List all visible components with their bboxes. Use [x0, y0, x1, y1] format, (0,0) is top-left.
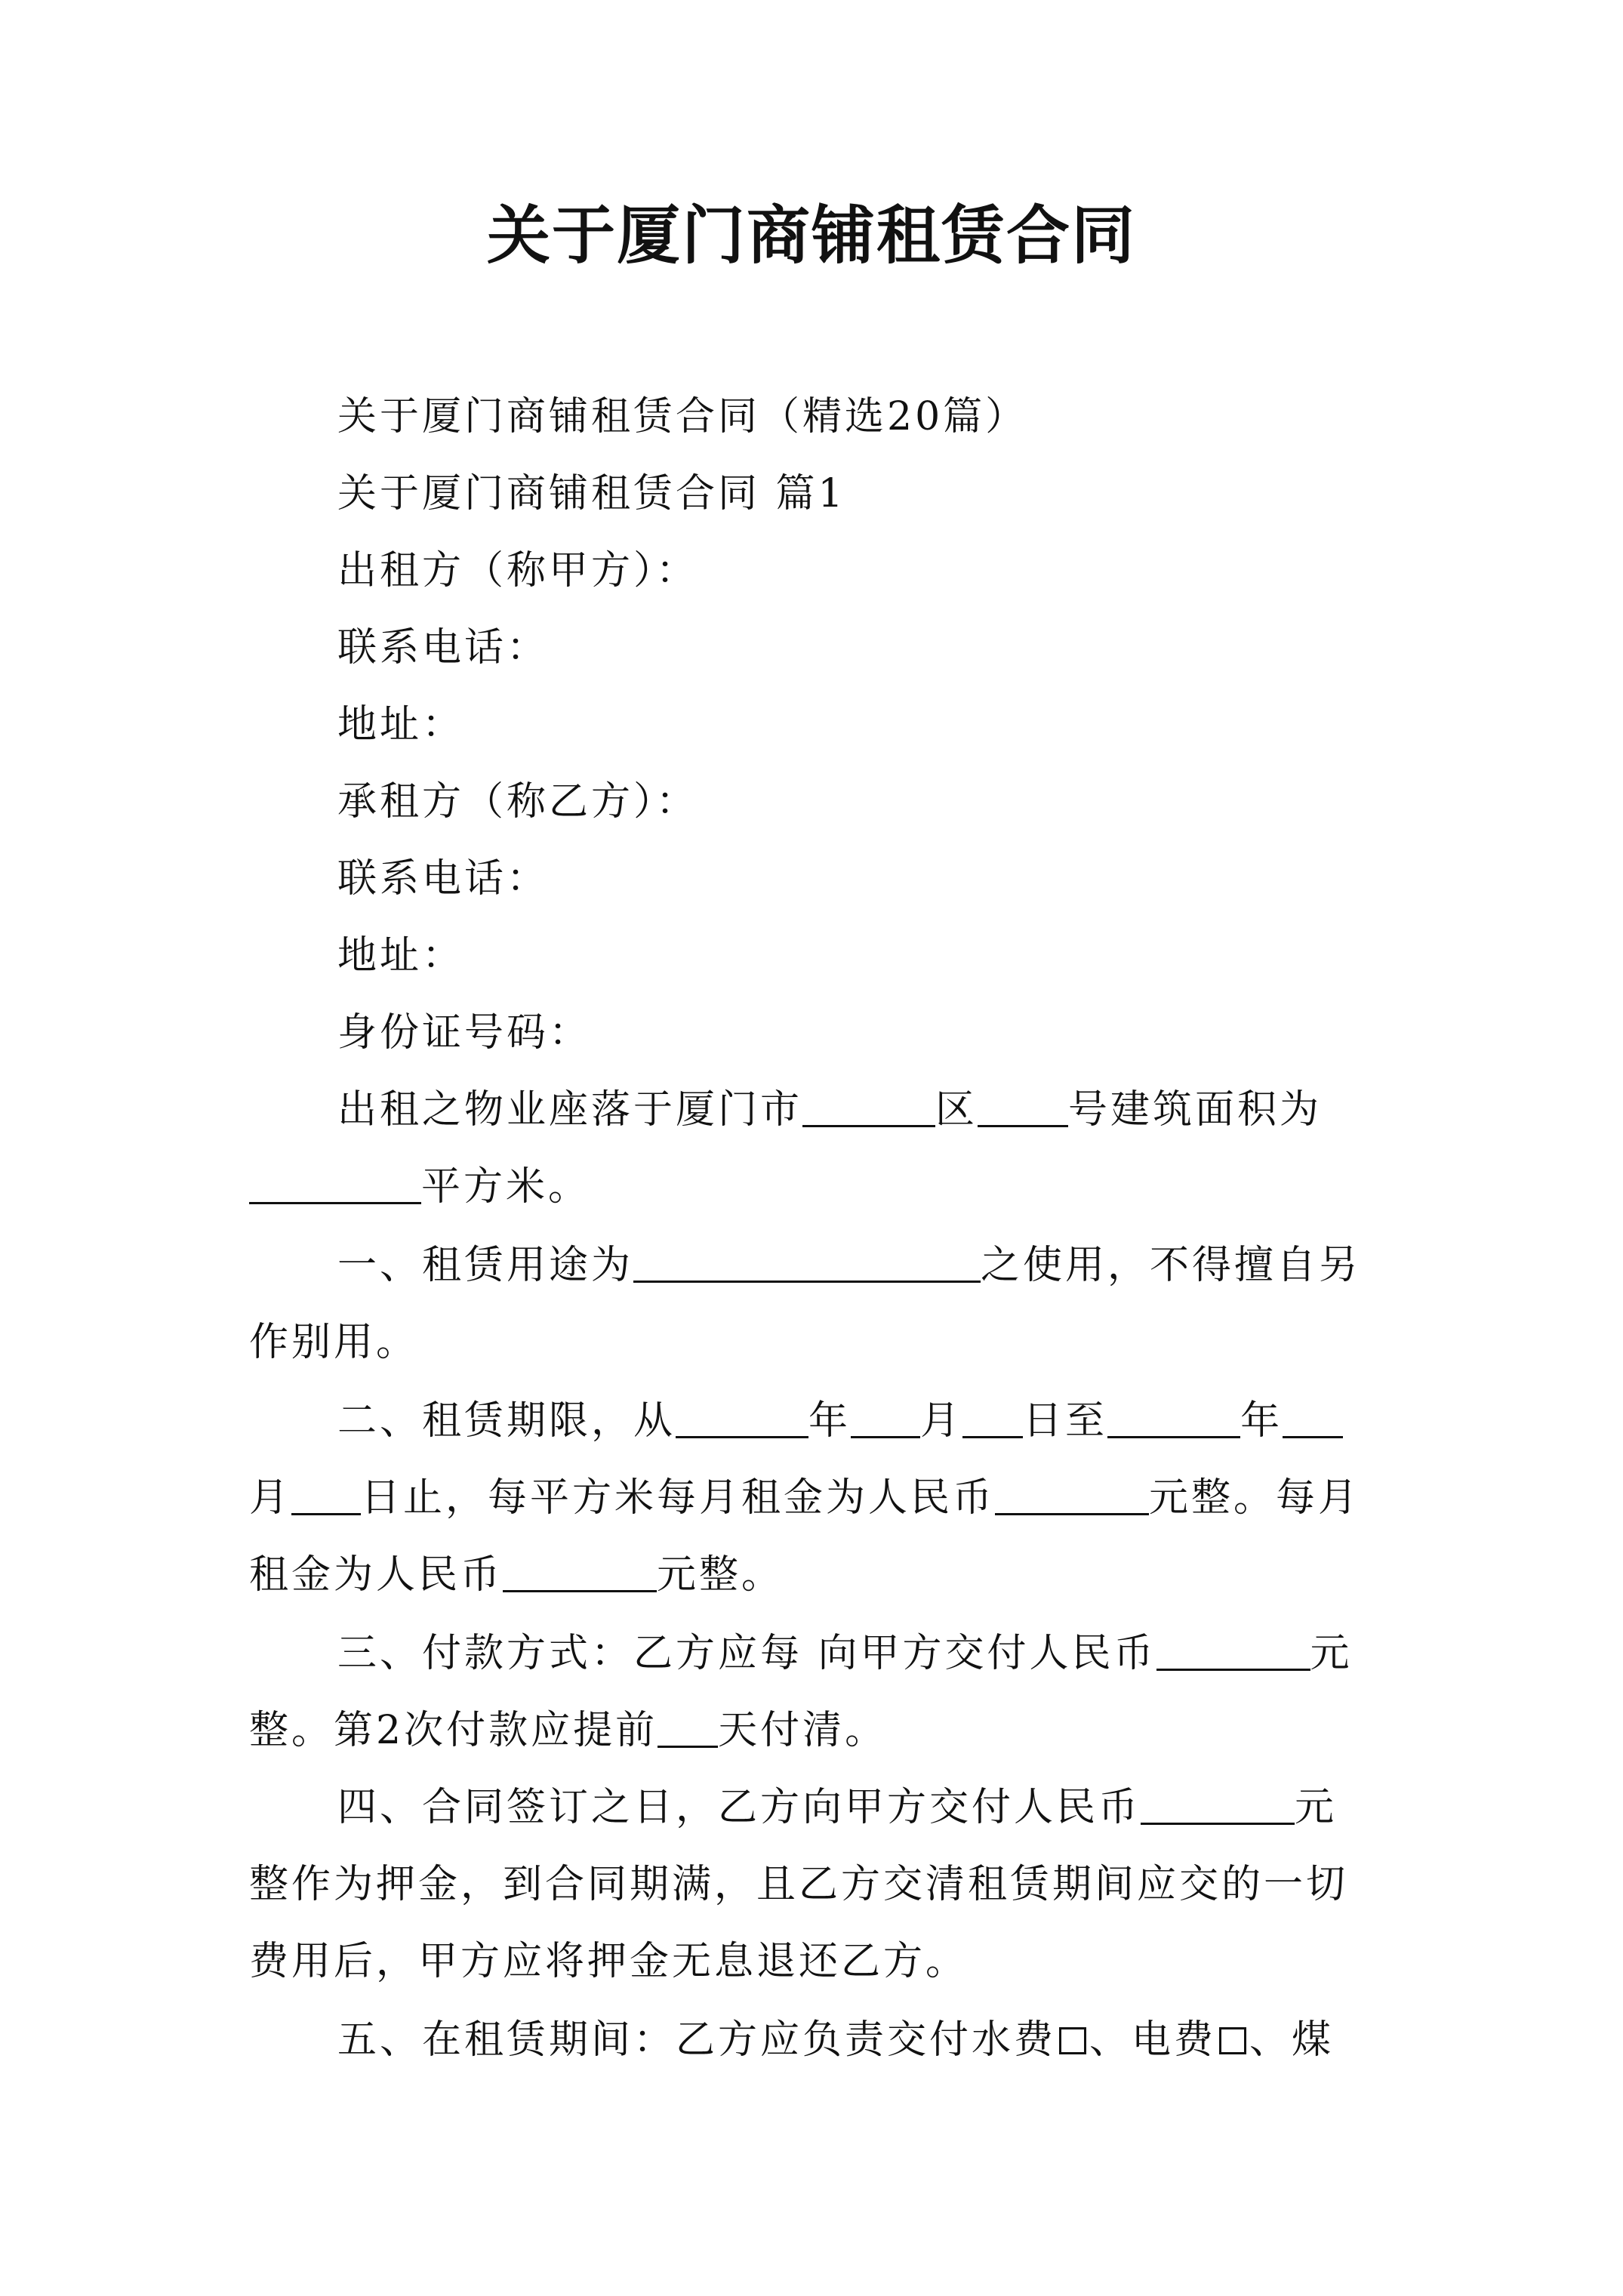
clause-2-line-2: [249, 1474, 1360, 1522]
year-text: 年: [808, 1398, 852, 1444]
days-blank: [658, 1706, 718, 1748]
party-a-phone-label: 联系电话：: [337, 625, 550, 670]
location-line-2: [249, 1163, 590, 1211]
clause-1-line-2: 作别用。: [249, 1320, 419, 1365]
purpose-blank: [633, 1241, 981, 1283]
days-text: 天付清。: [718, 1708, 888, 1753]
end-day-blank: [291, 1474, 361, 1515]
monthly-rent-unit-text: 元整。: [657, 1552, 784, 1598]
month-text: 月: [249, 1475, 292, 1521]
start-day-blank: [962, 1397, 1023, 1438]
clause-2-line-1: [337, 1397, 1343, 1445]
monthly-rent-blank: [503, 1551, 657, 1592]
document-title: 关于厦门商铺租赁合同: [486, 198, 1136, 273]
clause-4-line-1: [337, 1783, 1337, 1832]
clause-1-text: 一、租赁用途为: [337, 1243, 634, 1288]
clause-3-line-2: [249, 1706, 887, 1755]
payment-amount-blank: [1156, 1629, 1310, 1671]
year-text: 年: [1240, 1398, 1283, 1444]
party-b-phone-label: 联系电话：: [337, 856, 550, 901]
party-b-address-label: 地址：: [337, 933, 465, 978]
deposit-amount-blank: [1141, 1783, 1295, 1825]
gas-text: 、煤: [1249, 2017, 1335, 2063]
day-to-text: 日至: [1023, 1398, 1108, 1444]
end-year-blank: [1107, 1397, 1240, 1438]
rent-per-sqm-blank: [995, 1474, 1149, 1515]
deposit-text: 四、合同签订之日，乙方向甲方交付人民币: [337, 1785, 1141, 1830]
location-text: 出租之物业座落于厦门市: [337, 1087, 803, 1133]
month-text: 月: [920, 1398, 963, 1444]
clause-1-text-cont: 之使用，不得擅自另: [981, 1243, 1362, 1288]
location-area-text: 号建筑面积为: [1068, 1087, 1323, 1133]
location-district-text: 区: [935, 1087, 978, 1133]
clause-5-line-1: [337, 2016, 1334, 2064]
water-fee-checkbox[interactable]: [1059, 2027, 1086, 2054]
area-blank: [249, 1163, 421, 1204]
payment-text: 三、付款方式：乙方应每 向甲方交付人民币: [337, 1631, 1156, 1676]
number-blank: [978, 1086, 1068, 1127]
clause-1-line-1: [337, 1241, 1361, 1290]
district-blank: [802, 1086, 935, 1127]
party-a-label: 出租方（称甲方）：: [337, 548, 699, 593]
clause-2-text: 二、租赁期限，从: [337, 1398, 676, 1444]
party-a-address-label: 地址：: [337, 702, 465, 747]
rent-per-sqm-text: 日止，每平方米每月租金为人民币: [361, 1475, 996, 1521]
section-heading: 关于厦门商铺租赁合同 篇1: [337, 471, 846, 516]
clause-2-line-3: [249, 1551, 784, 1599]
payment-unit-text: 元: [1310, 1631, 1353, 1676]
monthly-rent-text: 租金为人民币: [249, 1552, 504, 1598]
end-month-blank: [1283, 1397, 1343, 1438]
start-year-blank: [676, 1397, 808, 1438]
start-month-blank: [851, 1397, 920, 1438]
party-b-id-label: 身份证号码：: [337, 1010, 592, 1056]
location-unit-text: 平方米。: [421, 1164, 591, 1210]
clause-3-line-1: [337, 1629, 1353, 1678]
electricity-fee-checkbox[interactable]: [1219, 2027, 1246, 2054]
utilities-text: 五、在租赁期间：乙方应负责交付水费: [337, 2017, 1057, 2063]
party-b-label: 承租方（称乙方）：: [337, 779, 699, 824]
clause-4-line-3: 费用后，甲方应将押金无息退还乙方。: [249, 1939, 969, 1984]
location-line-1: [337, 1086, 1322, 1134]
second-payment-text: 整。第2次付款应提前: [249, 1708, 658, 1753]
deposit-unit-text: 元: [1295, 1785, 1338, 1830]
subtitle: 关于厦门商铺租赁合同（精选20篇）: [337, 394, 1028, 439]
electricity-text: 、电费: [1089, 2017, 1217, 2063]
rent-per-sqm-unit-text: 元整。每月: [1149, 1475, 1361, 1521]
clause-4-line-2: 整作为押金，到合同期满，且乙方交清租赁期间应交的一切: [249, 1862, 1349, 1907]
